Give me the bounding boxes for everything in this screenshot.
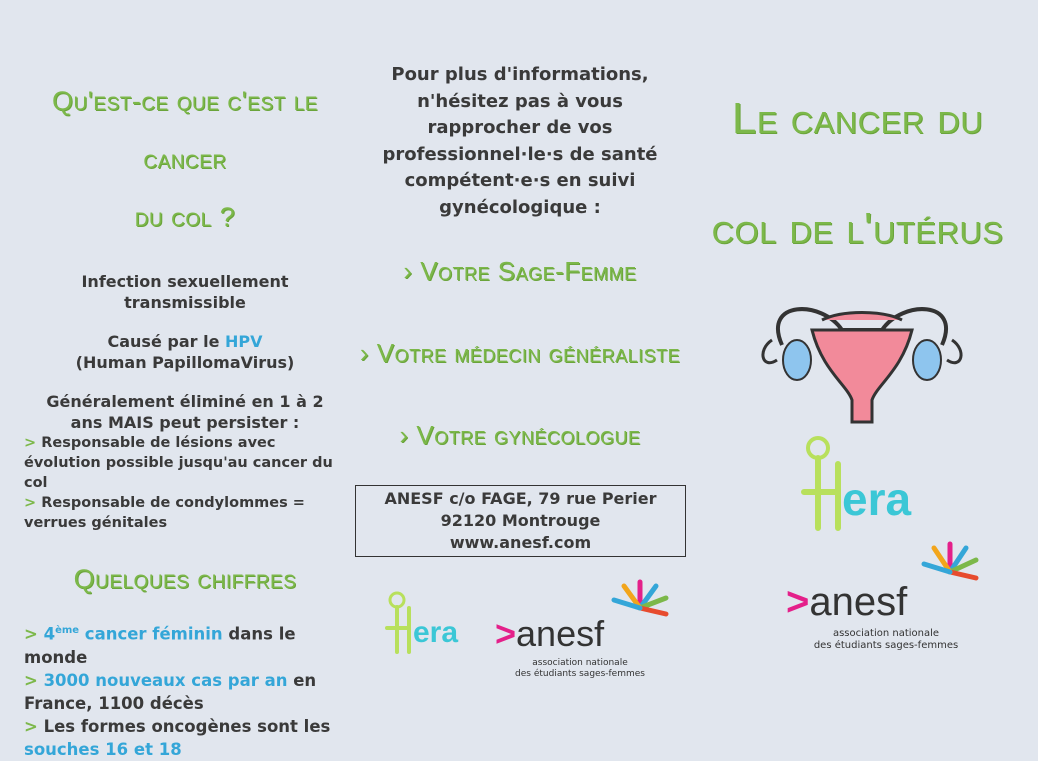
bullet-item: > Responsable de condylommes = verrues génitales: [24, 495, 305, 531]
left-column: [20, 0, 350, 761]
bullet-item: > Responsable de lésions avec évolution possible jusqu'au cancer du col: [24, 435, 333, 491]
contact-medecin: › Votre médecin généraliste: [359, 338, 681, 368]
address-box: ANESF c/o FAGE, 79 rue Perier 92120 Montrouge www.anesf.com: [355, 485, 686, 557]
bullet-list: [20, 433, 350, 533]
right-column: Le cancer du col de l'utérus era >anesf association nationale des étudiants sages-femmes: [690, 0, 1025, 733]
middle-column: Pour plus d'informations, n'hésitez pas à vous rapprocher de vos professionnel·le·s de santé compétent·e·s en suivi gynécologique : › Votre Sage-Femme › Votre médecin généraliste › Votre gynécologue ANESF c/o FAGE, 79 rue Perier 92120 Montrouge www.anesf.com era >anesf association nationale des étudiants sages-femmes: [355, 0, 685, 733]
info-paragraph: Pour plus d'informations, n'hésitez pas à vous rapprocher de vos professionnel·le·s de santé compétent·e·s en suivi gynécologique :: [382, 64, 658, 218]
fact-item: > 4ème cancer féminin dans le monde: [24, 624, 296, 667]
paragraph-infection: Infection sexuellement transmissible: [81, 272, 289, 312]
contact-gynecologue: › Votre gynécologue: [399, 420, 641, 450]
facts-list: [20, 619, 350, 761]
contact-sage-femme: › Votre Sage-Femme: [403, 256, 637, 286]
main-title: Le cancer du col de l'utérus: [711, 94, 1004, 253]
star-burst-icon: [610, 578, 670, 624]
paragraph-cause: Causé par le HPV (Human PapillomaVirus): [75, 332, 295, 372]
hpv-highlight: HPV: [225, 332, 263, 351]
star-burst-icon: [920, 540, 980, 590]
hera-logo-large: era: [798, 432, 868, 536]
paragraph-elimination: Généralement éliminé en 1 à 2 ans MAIS peut persister :: [46, 392, 324, 432]
hera-logo-small: era: [383, 588, 483, 660]
fact-item: > 3000 nouveaux cas par an en France, 1100 décès: [24, 670, 317, 713]
website-link[interactable]: www.anesf.com: [449, 533, 592, 552]
fact-item: > Les formes oncogènes sont les souches 16 et 18: [24, 716, 331, 759]
section-title-what-is: Qu'est-ce que c'est le cancer du col ?: [52, 86, 318, 232]
section-title-chiffres: Quelques chiffres: [73, 564, 297, 594]
uterus-illustration-icon: [752, 290, 972, 430]
